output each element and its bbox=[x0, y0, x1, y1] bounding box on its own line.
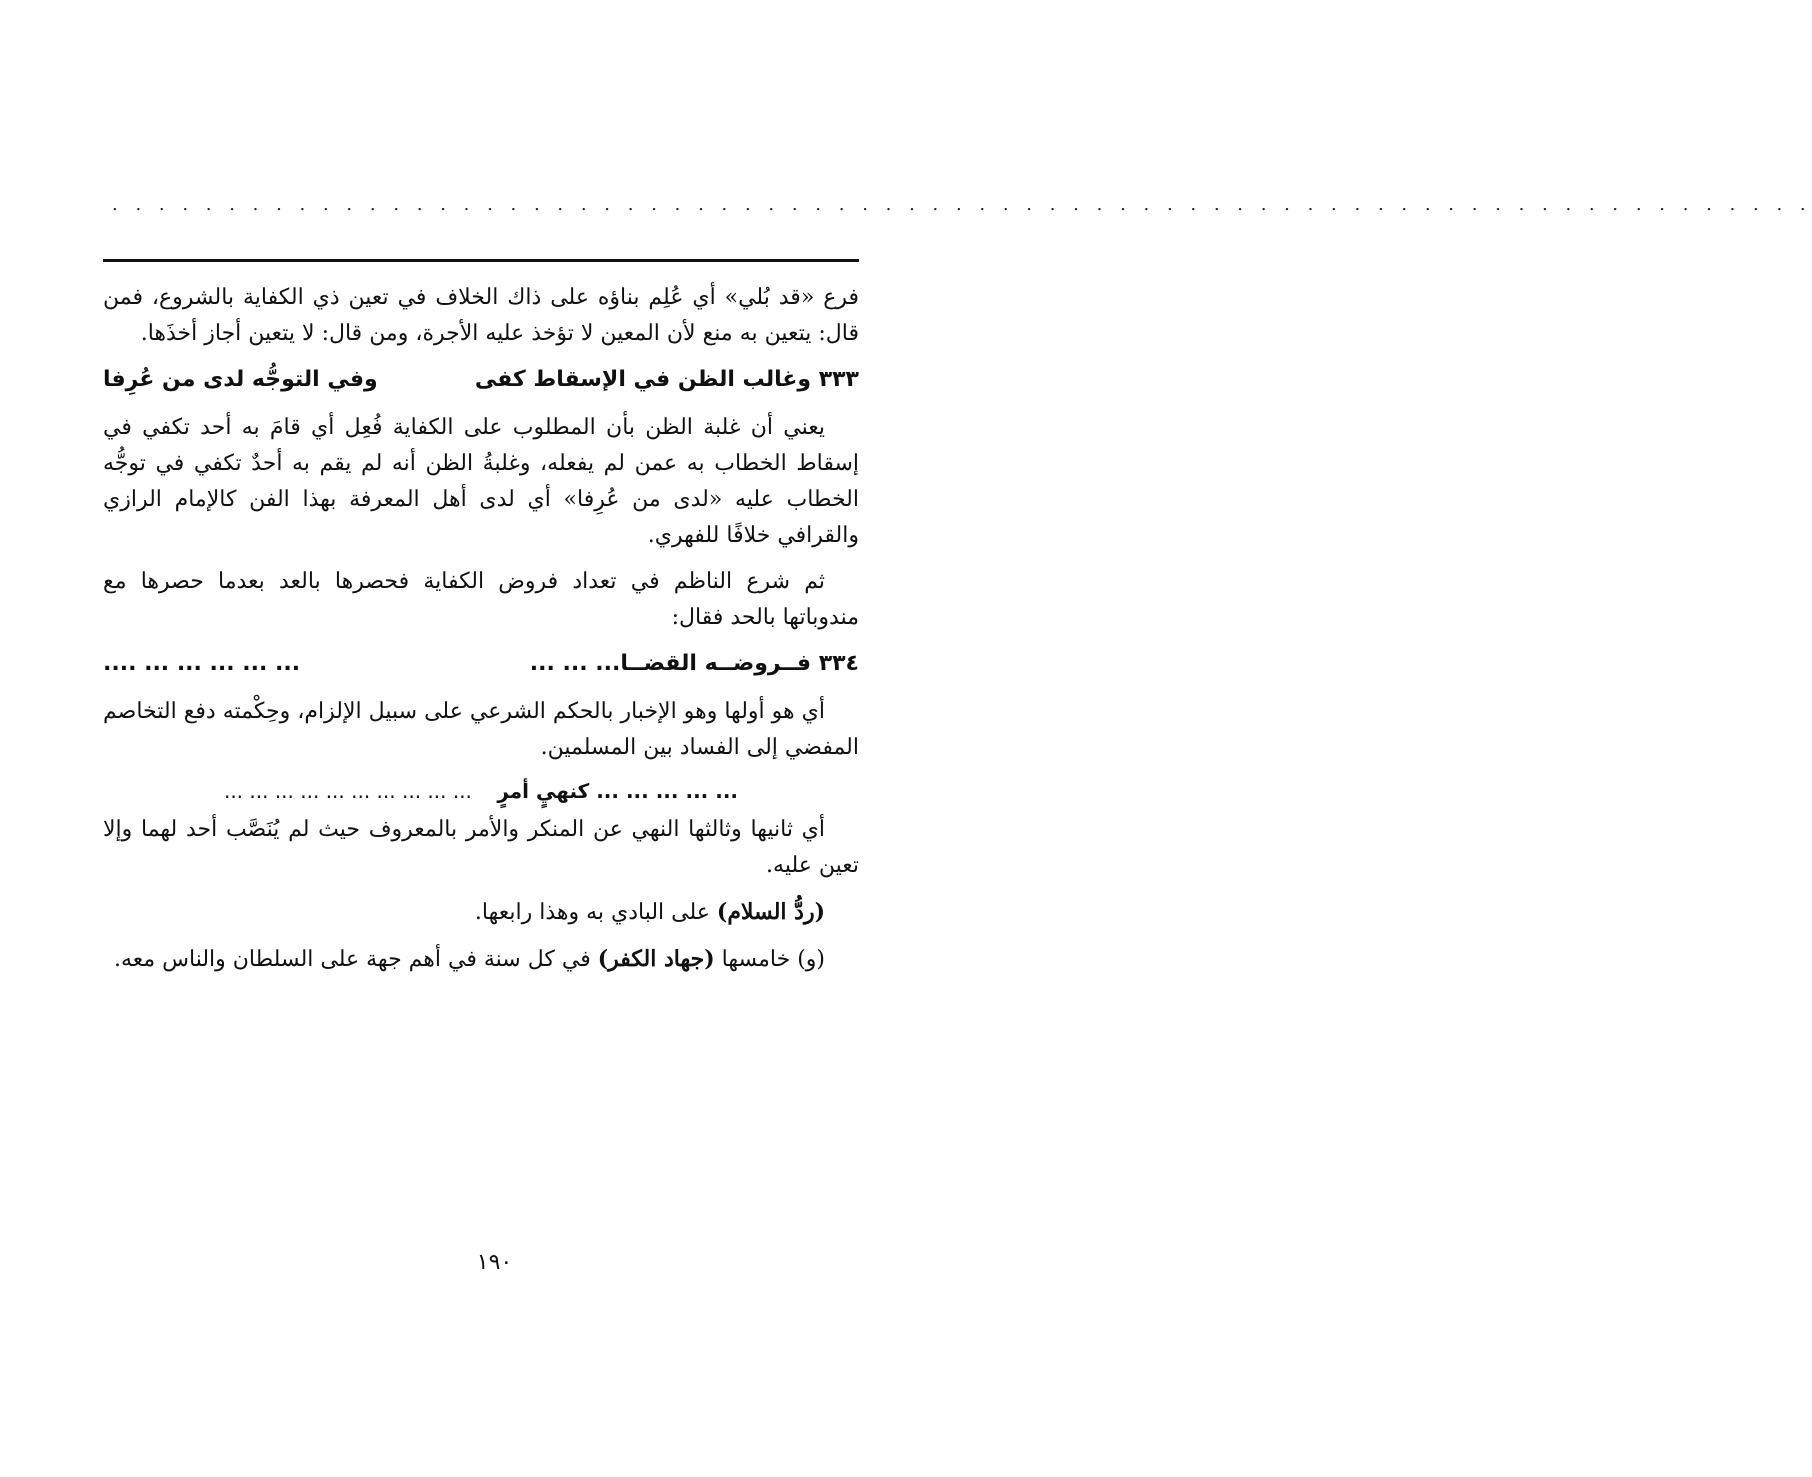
verse-334-first-hemistich: ٣٣٤ فــروضــه القضــا... ... ... bbox=[529, 651, 859, 676]
verse-line-3-first: ... ... ... ... ... كنهيٍ أمرٍ bbox=[497, 779, 739, 803]
verse-line-3 bbox=[103, 776, 859, 806]
paragraph-5: أي ثانيها وثالثها النهي عن المنكر والأمر بالمعروف حيث لم يُنَصَّب أحد لهما وإلا تعين عليه. bbox=[103, 817, 859, 878]
verse-333 bbox=[103, 362, 859, 398]
paragraph-7 bbox=[103, 941, 859, 978]
footnote-rule bbox=[103, 259, 859, 262]
verse-334-second-hemistich: ... ... ... ... ... .... bbox=[103, 651, 301, 676]
paragraph-7-start: (و) خامسها bbox=[714, 947, 825, 972]
paragraph-6-rest: على البادي به وهذا رابعها. bbox=[474, 900, 717, 925]
paragraph-2: يعني أن غلبة الظن بأن المطلوب على الكفاية فُعِل أي قامَ به أحد تكفي في إسقاط الخطاب به عمن لم يفعله، وغلبةُ الظن أنه لم يقم به أحدٌ تكفي في توجُّه الخطاب عليه «لدى من عُرِفا» أي لدى أهل المعرفة بهذا الفن كالإمام الرازي والقرافي خلافًا للفهري. bbox=[103, 415, 859, 548]
page-number: ١٩٠ bbox=[476, 1250, 513, 1275]
verse-333-first-hemistich: ٣٣٣ وغالب الظن في الإسقاط كفى bbox=[474, 367, 859, 392]
page-body bbox=[103, 280, 859, 988]
verse-line-3-second: ... ... ... ... ... ... ... ... ... ... bbox=[223, 779, 472, 803]
radd-salam-term: (ردُّ السلام) bbox=[716, 899, 825, 925]
paragraph-4: أي هو أولها وهو الإخبار بالحكم الشرعي على سبيل الإلزام، وحِكْمته دفع التخاصم المفضي إلى الفساد بين المسلمين. bbox=[103, 699, 859, 760]
dotted-separator: . . . . . . . . . . . . . . . . . . . . . . . . . . . . . . . . . . . . . . . . . . . . . . . . . . . . . . . . . . . . . . . . . . . . . . . . . bbox=[112, 194, 1812, 215]
verse-333-second-hemistich: وفي التوجُّه لدى من عُرِفا bbox=[103, 367, 378, 392]
paragraph-3: ثم شرع الناظم في تعداد فروض الكفاية فحصرها بالعد بعدما حصرها مع مندوباتها بالحد فقال: bbox=[103, 569, 859, 630]
verse-334 bbox=[103, 646, 859, 682]
paragraph-6 bbox=[103, 894, 859, 931]
paragraph-1: فرع «قد بُلي» أي عُلِم بناؤه على ذاك الخلاف في تعين ذي الكفاية بالشروع، فمن قال: يتعين به منع لأن المعين لا تؤخذ عليه الأجرة، ومن قال: لا يتعين أجاز أخذَها. bbox=[103, 285, 859, 346]
jihad-term: (جهاد الكفر) bbox=[597, 946, 715, 972]
paragraph-7-rest: في كل سنة في أهم جهة على السلطان والناس معه. bbox=[113, 947, 598, 972]
